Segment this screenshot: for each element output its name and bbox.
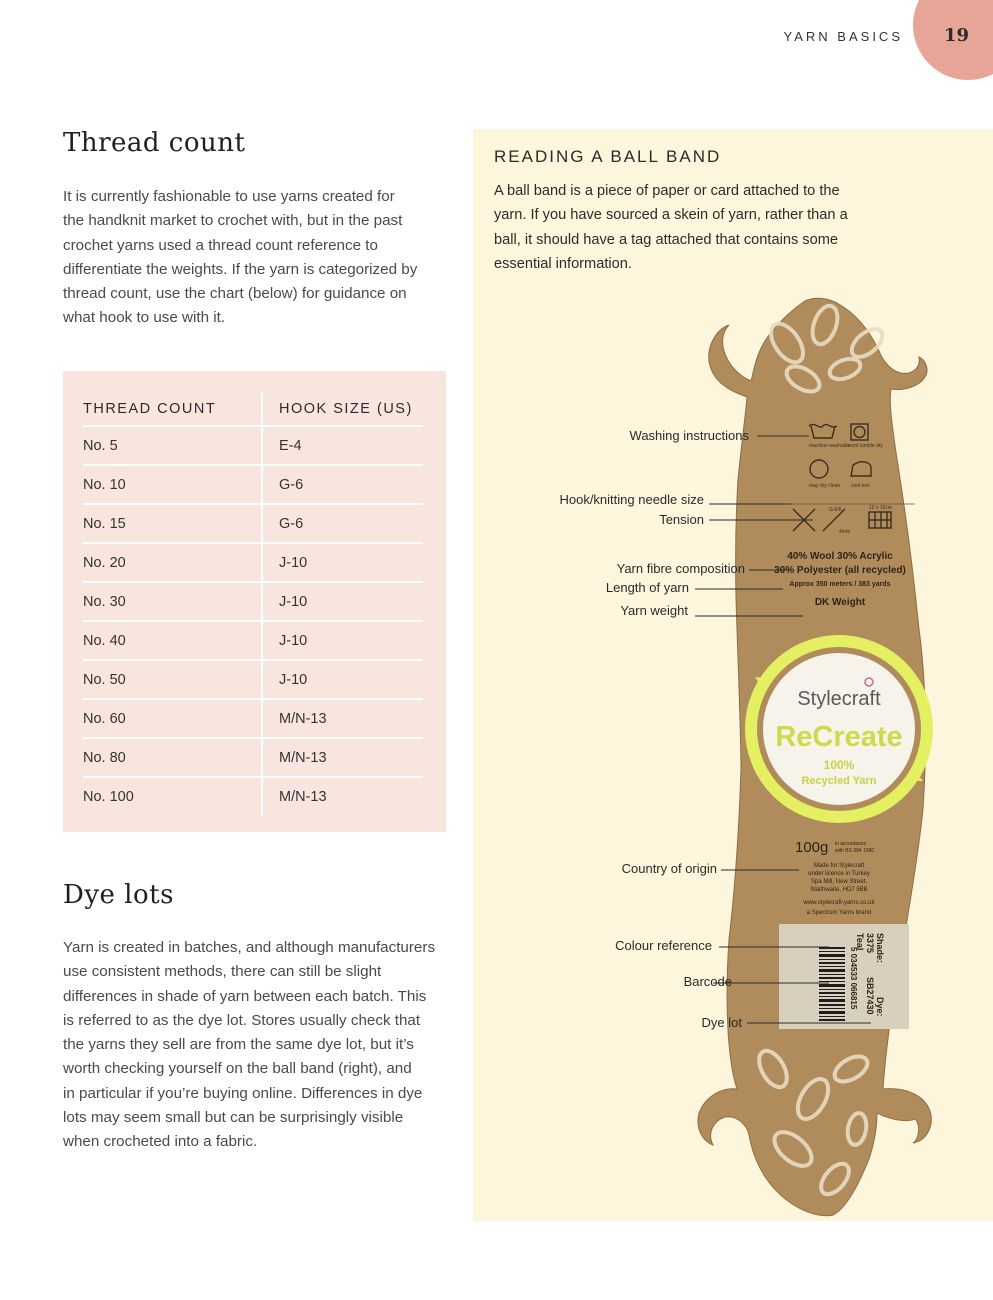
ball-band-heading: READING A BALL BAND (494, 147, 722, 166)
body-line: essential information. (494, 255, 632, 272)
product-name: ReCreate (775, 721, 903, 753)
table-row (83, 620, 423, 659)
thread-count-cell: No. 20 (83, 554, 126, 571)
fibre-line-1: 40% Wool 30% Acrylic (787, 551, 893, 562)
body-line: lots may seem small but can be surprisingly visible (63, 1109, 404, 1127)
body-line: in particular if you’re buying online. Differences in dye (63, 1084, 423, 1102)
dye-lots-title: Dye lots (63, 880, 174, 910)
hook-size-cell: G-6 (261, 466, 423, 503)
body-line: differences in shade of yarn between each batch. This (63, 987, 427, 1005)
dye-label: Dye: (875, 997, 885, 1017)
grams-note-1: in accordance (835, 841, 867, 847)
body-line: when crocheted into a fabric. (63, 1133, 258, 1151)
dye-lots-body (63, 936, 458, 1155)
thread-count-cell: No. 50 (83, 671, 126, 688)
care-iron-text: cool iron (851, 483, 870, 489)
brand-logo (751, 641, 927, 817)
shade-number: 3375 (865, 933, 875, 954)
body-line: thread count, use the chart (below) for guidance on (63, 285, 407, 303)
callout-fibre-composition: Yarn fibre composition (616, 561, 745, 576)
callout-hook-size: Hook/knitting needle size (559, 492, 704, 507)
header-thread-count: THREAD COUNT (83, 401, 217, 417)
thread-count-cell: No. 5 (83, 437, 118, 454)
weight-text: DK Weight (814, 597, 866, 608)
body-line: It is currently fashionable to use yarns created for (63, 188, 395, 205)
hook-size-cell: E-4 (261, 427, 423, 464)
page-number: 19 (944, 25, 970, 46)
callout-tension: Tension (659, 512, 704, 527)
thread-count-table-panel (63, 371, 446, 832)
thread-count-table (83, 393, 423, 815)
table-row (83, 503, 423, 542)
hook-mm-label: 4mm (839, 529, 851, 535)
table-row (83, 581, 423, 620)
length-text: Approx 350 meters / 383 yards (789, 581, 891, 588)
hook-size-cell: M/N-13 (261, 778, 423, 815)
recycled-percent: 100% (823, 758, 855, 772)
table-row (83, 659, 423, 698)
callout-colour-reference: Colour reference (615, 938, 712, 953)
barcode-section (779, 924, 909, 1029)
barcode-number: 5 034533 066815 (849, 947, 858, 1010)
table-row (83, 464, 423, 503)
hook-size-label: G-6/6 (829, 507, 842, 513)
grams-text: 100g (795, 839, 829, 856)
callout-washing-instructions: Washing instructions (629, 428, 749, 443)
thread-count-cell: No. 80 (83, 749, 126, 766)
thread-count-title: Thread count (63, 128, 246, 158)
callout-yarn-weight: Yarn weight (620, 603, 688, 618)
thread-count-cell: No. 60 (83, 710, 126, 727)
origin-line: Slaithwaite, HD7 5BB (810, 887, 868, 893)
body-line: worth checking yourself on the ball band (right), and (63, 1060, 412, 1078)
body-line: ball, it should have a tag attached that contains some (494, 231, 838, 248)
table-row (83, 776, 423, 815)
body-line: the yarns they sell are from the same dye lot, but it’s (63, 1036, 414, 1054)
body-line: is referred to as the dye lot. Stores usually check that (63, 1011, 421, 1029)
body-line: the handknit market to crochet with, but in the past (63, 212, 403, 230)
hook-size-cell: J-10 (261, 622, 423, 659)
running-header: YARN BASICS (783, 29, 903, 44)
ball-band-illustration (473, 129, 993, 1221)
care-machine-text: machine washable (809, 443, 851, 449)
body-line: crochet yarns used a thread count reference to (63, 236, 378, 254)
shade-label: Shade: (875, 933, 885, 964)
care-dry-text: may dry clean (809, 483, 841, 489)
grams-note-2: with BS 984 1990 (835, 848, 875, 854)
hook-size-cell: J-10 (261, 583, 423, 620)
brand-name: Stylecraft (797, 688, 881, 710)
callout-barcode: Barcode (683, 974, 732, 989)
body-line: Yarn is created in batches, and although manufacturers (63, 939, 436, 956)
website-text: www.stylecraft-yarns.co.uk (803, 900, 875, 906)
body-line: use consistent methods, there can still be slight (63, 963, 382, 981)
hook-size-cell: M/N-13 (261, 700, 423, 737)
thread-count-cell: No. 15 (83, 515, 126, 532)
callout-dye-lot: Dye lot (701, 1015, 742, 1030)
recycled-text: Recycled Yarn (801, 775, 877, 787)
origin-line: under licence in Turkey (808, 871, 870, 877)
spectrum-text: a Spectrum Yarns brand (806, 910, 872, 916)
dye-code: SB27430 (865, 977, 875, 1015)
care-tumble-text: cool tumble dry (849, 443, 883, 449)
callout-country-origin: Country of origin (621, 861, 717, 876)
thread-count-body (63, 185, 453, 331)
hook-size-cell: J-10 (261, 544, 423, 581)
origin-line: Spa Mill, New Street, (810, 879, 868, 885)
shade-name: Teal (855, 933, 865, 951)
table-row (83, 542, 423, 581)
hook-size-cell: M/N-13 (261, 739, 423, 776)
thread-count-cell: No. 10 (83, 476, 126, 493)
ball-band-panel (473, 129, 993, 1221)
thread-count-cell: No. 40 (83, 632, 126, 649)
tension-label: 10 x 10cm (869, 505, 893, 511)
thread-count-cell: No. 100 (83, 788, 134, 805)
hook-size-cell: J-10 (261, 661, 423, 698)
callout-length: Length of yarn (605, 580, 689, 595)
body-line: yarn. If you have sourced a skein of yarn, rather than a (494, 207, 848, 224)
body-line: A ball band is a piece of paper or card attached to the (494, 183, 840, 199)
body-line: what hook to use with it. (63, 309, 226, 327)
origin-line: Made for Stylecraft (813, 863, 865, 869)
table-row (83, 737, 423, 776)
hook-size-cell: G-6 (261, 505, 423, 542)
fibre-line-2: 30% Polyester (all recycled) (774, 565, 906, 576)
body-line: differentiate the weights. If the yarn is categorized by (63, 260, 418, 278)
table-header-row (83, 393, 423, 425)
thread-count-cell: No. 30 (83, 593, 126, 610)
header-hook-size: HOOK SIZE (US) (261, 393, 423, 425)
table-row (83, 425, 423, 464)
table-row (83, 698, 423, 737)
